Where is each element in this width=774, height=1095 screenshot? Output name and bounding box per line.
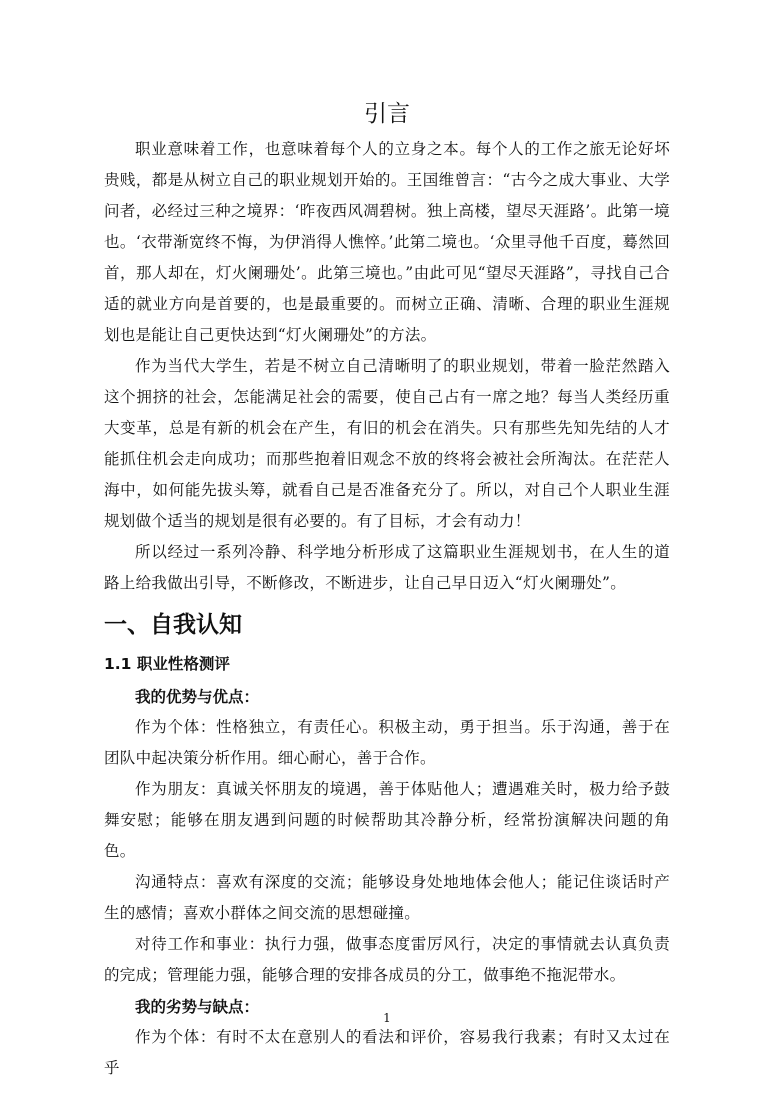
strength-paragraph: 沟通特点：喜欢有深度的交流；能够设身处地地体会他人；能记住谈话时产生的感情；喜欢小群体之间交流的思想碰撞。 <box>104 873 670 922</box>
page-number: 1 <box>383 1011 391 1025</box>
intro-title: 引言 <box>364 101 410 127</box>
intro-paragraph: 所以经过一系列冷静、科学地分析形成了这篇职业生涯规划书，在人生的道路上给我做出引导，不断修改，不断进步，让自己早日迈入“灯火阑珊处”。 <box>104 543 670 592</box>
strength-paragraph: 对待工作和事业：执行力强，做事态度雷厉风行，决定的事情就去认真负责的完成；管理能力强，能够合理的安排各成员的分工，做事绝不拖泥带水。 <box>104 935 670 984</box>
strength-paragraph: 作为朋友：真诚关怀朋友的境遇，善于体贴他人；遭遇难关时，极力给予鼓舞安慰；能够在朋友遇到问题的时候帮助其冷静分析，经常扮演解决问题的角色。 <box>104 780 670 860</box>
strength-paragraph: 作为个体：性格独立，有责任心。积极主动，勇于担当。乐于沟通，善于在团队中起决策分析作用。细心耐心，善于合作。 <box>104 718 670 767</box>
weaknesses-heading: 我的劣势与缺点： <box>135 997 260 1016</box>
intro-paragraph: 作为当代大学生，若是不树立自己清晰明了的职业规划，带着一脸茫然踏入这个拥挤的社会，怎能满足社会的需要，使自己占有一席之地？每当人类经历重大变革，总是有新的机会在产生，有旧的机会在消失。只有那些先知先结的人才能抓住机会走向成功；而那些抱着旧观念不放的终将会被社会所淘汰。在茫茫人海中，如何能先拔头筹，就看自己是否准备充分了。所以，对自己个人职业生涯规划做个适当的规划是很有必要的。有了目标，才会有动力！ <box>104 357 670 530</box>
intro-paragraph: 职业意味着工作，也意味着每个人的立身之本。每个人的工作之旅无论好坏贵贱，都是从树立自己的职业规划开始的。王国维曾言：“古今之成大事业、大学问者，必经过三种之境界：‘昨夜西风凋碧树。独上高楼，望尽天涯路’。此第一境也。‘衣带渐宽终不悔，为伊消得人憔悴。’此第二境也。‘众里寻他千百度，蓦然回首，那人却在，灯火阑珊处’。此第三境也。”由此可见“望尽天涯路”，寻找自己合适的就业方向是首要的，也是最重要的。而树立正确、清晰、合理的职业生涯规划也是能让自己更快达到“灯火阑珊处”的方法。 <box>104 140 670 344</box>
weakness-paragraph: 作为个体：有时不太在意别人的看法和评价，容易我行我素；有时又太过在乎 <box>104 1028 670 1077</box>
strengths-heading: 我的优势与优点： <box>135 687 260 706</box>
subsection-heading-personality-test: 1.1 职业性格测评 <box>104 655 230 673</box>
section-heading-self-awareness: 一、自我认知 <box>104 612 242 638</box>
document-page <box>104 96 670 1084</box>
